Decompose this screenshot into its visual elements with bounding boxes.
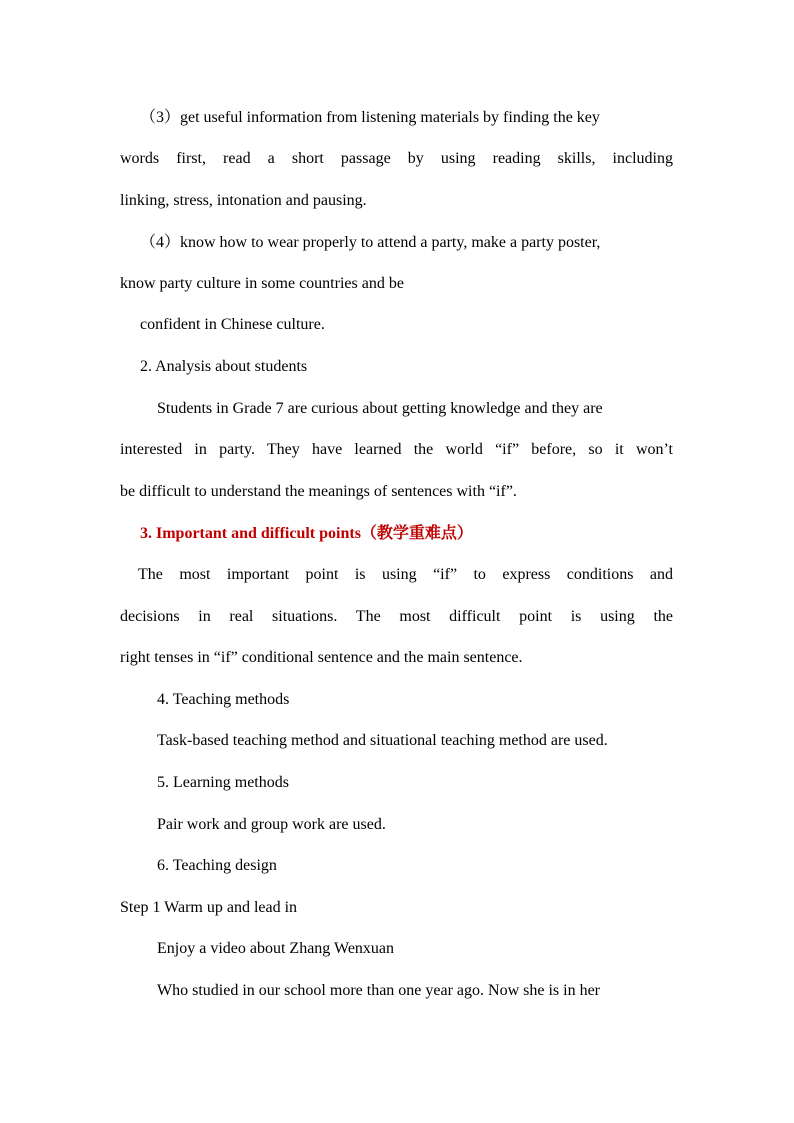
learning-methods-text: Pair work and group work are used. <box>157 816 386 833</box>
objective-4-line-3: confident in Chinese culture. <box>140 316 325 333</box>
step-1-line-1: Enjoy a video about Zhang Wenxuan <box>157 940 395 957</box>
teaching-methods-heading: 4. Teaching methods <box>157 691 290 708</box>
step-1-line-2: Who studied in our school more than one year ago. Now she is in her <box>157 982 601 999</box>
analysis-line-1: Students in Grade 7 are curious about getting knowledge and they are <box>157 400 603 417</box>
key-points-heading: 3. Important and difficult points（教学重难点） <box>140 525 473 542</box>
analysis-heading: 2. Analysis about students <box>140 358 308 375</box>
key-points-line-2: decisions in real situations. The most difficult point is using the <box>120 608 673 625</box>
learning-methods-heading: 5. Learning methods <box>157 774 289 791</box>
teaching-design-heading: 6. Teaching design <box>157 857 277 874</box>
analysis-line-3: be difficult to understand the meanings of sentences with “if”. <box>120 483 517 500</box>
objective-4-line-2: know party culture in some countries and be <box>120 275 404 292</box>
analysis-line-2: interested in party. They have learned the world “if” before, so it won’t <box>120 441 673 458</box>
objective-4-line-1: （4）know how to wear properly to attend a party, make a party poster, <box>140 234 601 251</box>
objective-3-line-1: （3）get useful information from listening materials by finding the key <box>140 109 600 126</box>
key-points-line-3: right tenses in “if” conditional sentence and the main sentence. <box>120 649 523 666</box>
key-points-line-1: The most important point is using “if” to express conditions and <box>138 566 673 583</box>
teaching-methods-text: Task-based teaching method and situational teaching method are used. <box>157 732 608 749</box>
objective-3-line-2: words first, read a short passage by using reading skills, including <box>120 150 673 167</box>
step-1-title: Step 1 Warm up and lead in <box>120 899 298 916</box>
objective-3-line-3: linking, stress, intonation and pausing. <box>120 192 367 209</box>
